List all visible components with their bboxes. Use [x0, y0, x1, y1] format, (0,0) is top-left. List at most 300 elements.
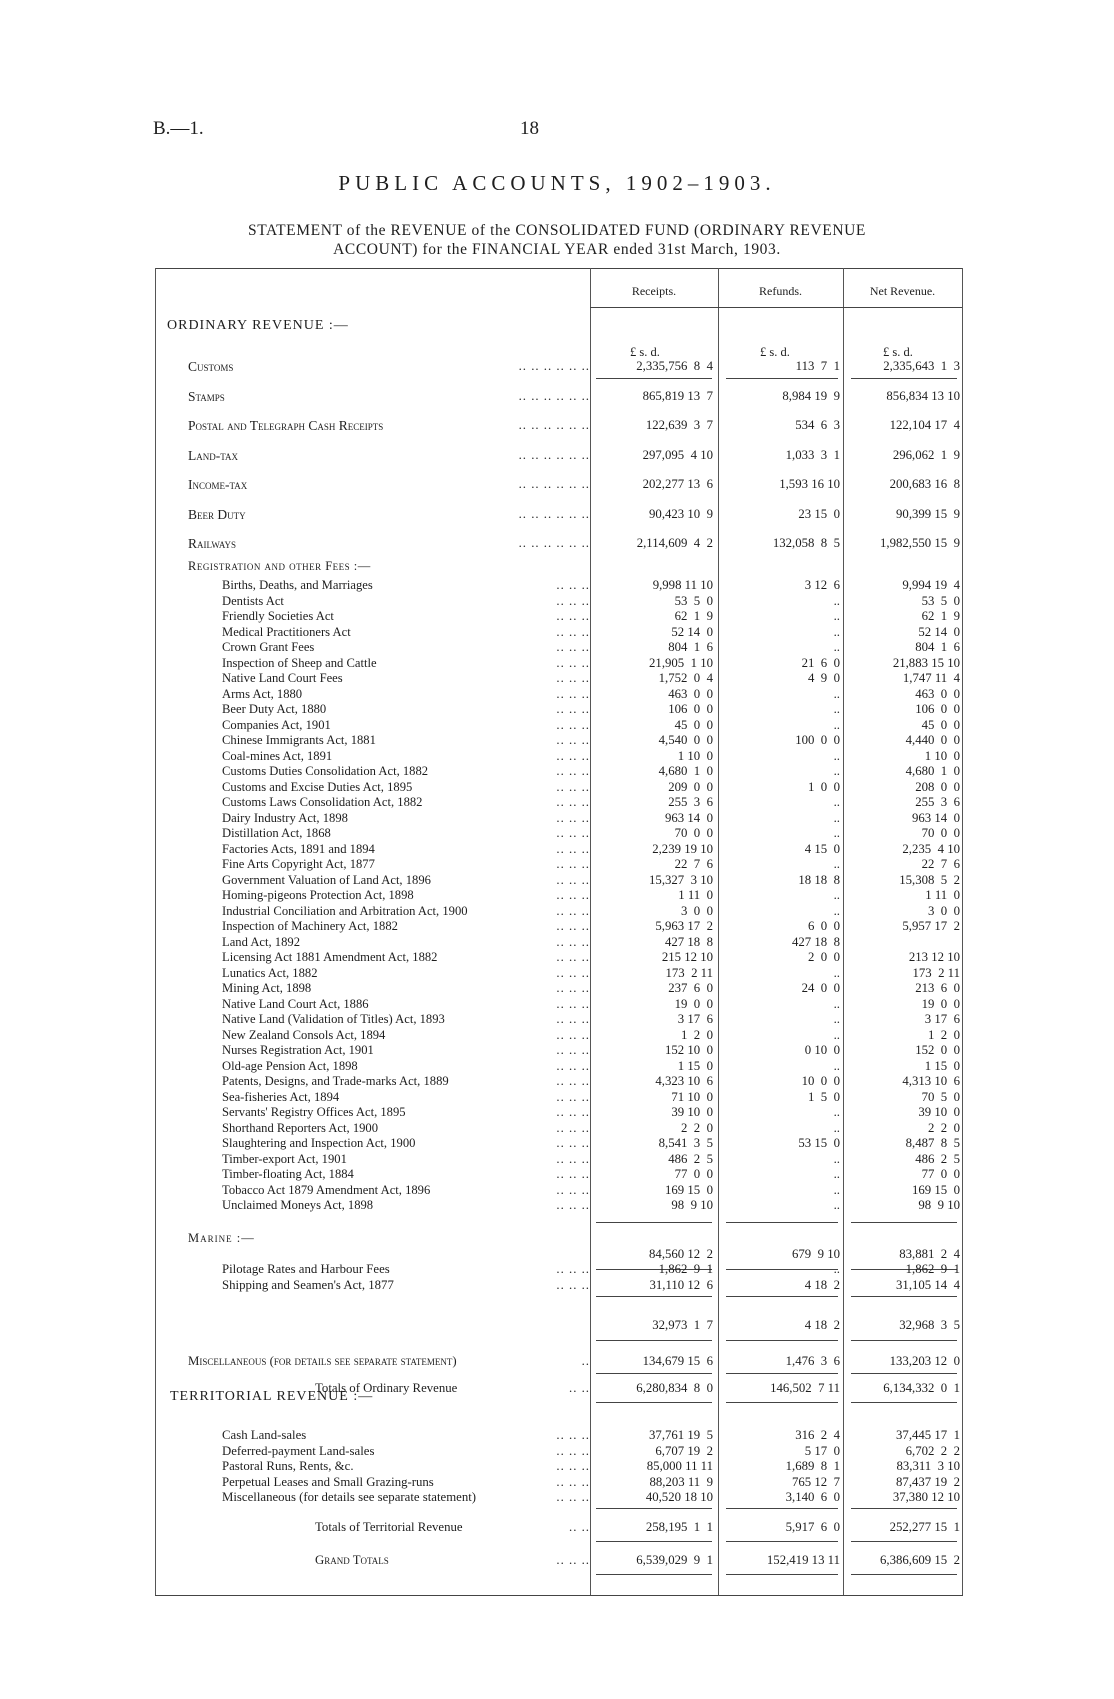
row-label: Shorthand Reporters Act, 1900 — [222, 1120, 379, 1135]
net-amount: 62 1 9 — [921, 609, 960, 623]
leader-dots: .. .. .. — [556, 686, 590, 701]
net-amount: 208 0 0 — [915, 779, 960, 794]
receipts-amount: 2,335,756 8 4 — [636, 359, 713, 373]
fee-row — [0, 1167, 1114, 1182]
net-amount: 255 3 6 — [915, 795, 960, 809]
leader-dots: .. .. .. — [556, 996, 590, 1011]
net-amount: 122,104 17 4 — [889, 418, 960, 432]
net-amount: 296,062 1 9 — [892, 448, 960, 462]
statement-heading-line-1: STATEMENT of the REVENUE of the CONSOLIDATED FUND (ORDINARY REVENUE — [247, 222, 866, 239]
fee-row — [0, 826, 1114, 841]
fee-row — [0, 1136, 1114, 1151]
row-label: Totals of Territorial Revenue — [315, 1520, 463, 1534]
net-amount: 1 10 0 — [924, 748, 960, 763]
net-amount: 2 2 0 — [928, 1120, 960, 1135]
refunds-amount: .. — [833, 764, 840, 778]
receipts-amount: 2,114,609 4 2 — [636, 536, 713, 550]
fee-row — [0, 1152, 1114, 1167]
fee-row — [0, 981, 1114, 996]
receipts-amount: 1 11 0 — [678, 888, 713, 902]
refunds-amount: 10 0 0 — [801, 1074, 840, 1088]
fee-row — [0, 625, 1114, 640]
net-amount: 70 0 0 — [921, 826, 960, 840]
row-label: Births, Deaths, and Marriages — [222, 578, 373, 592]
statement-heading-line-2: ACCOUNT) for the FINANCIAL YEAR ended 31st March, 1903. — [333, 241, 781, 258]
refunds-amount: 146,502 7 11 — [770, 1381, 840, 1395]
row-label: Pastoral Runs, Rents, &c. — [222, 1459, 354, 1473]
leader-dots: .. .. .. — [556, 1058, 590, 1073]
main-revenue-row — [0, 507, 1114, 522]
net-amount: 83,881 2 4 — [899, 1247, 960, 1261]
fee-row — [0, 795, 1114, 810]
row-label: Native Land Court Act, 1886 — [222, 996, 369, 1011]
fee-row — [0, 594, 1114, 609]
row-label: Companies Act, 1901 — [222, 717, 331, 732]
row-label: Cash Land-sales — [222, 1428, 307, 1442]
net-amount: 4,313 10 6 — [902, 1074, 960, 1088]
registration-fees-heading: Registration and other Fees :— — [188, 559, 371, 573]
receipts-amount: 4,680 1 0 — [658, 764, 713, 778]
receipts-amount: 4,540 0 0 — [658, 733, 713, 747]
row-label: Government Valuation of Land Act, 1896 — [222, 872, 431, 887]
leader-dots: .. .. .. .. .. .. — [518, 389, 590, 403]
main-revenue-row — [0, 389, 1114, 404]
leader-dots: .. .. .. — [556, 857, 590, 871]
refunds-amount: .. — [833, 1198, 840, 1212]
leader-dots: .. .. .. .. .. .. — [518, 507, 590, 521]
miscellaneous-row — [0, 1354, 1114, 1369]
net-amount: 6,386,609 15 2 — [880, 1553, 960, 1567]
receipts-amount: 963 14 0 — [665, 810, 713, 825]
row-rule — [726, 378, 838, 379]
receipts-amount: 71 10 0 — [671, 1089, 713, 1104]
fee-row — [0, 857, 1114, 872]
row-label: Sea-fisheries Act, 1894 — [222, 1089, 340, 1104]
leader-dots: .. .. .. — [556, 748, 590, 763]
ordinary-totals-row — [0, 1381, 1114, 1396]
row-label: Nurses Registration Act, 1901 — [222, 1043, 374, 1057]
marine-subtotal-row — [0, 1318, 1114, 1333]
refunds-amount: 2 0 0 — [808, 950, 840, 964]
fee-row — [0, 1074, 1114, 1089]
subtotal-rule — [726, 1402, 838, 1403]
net-amount: 45 0 0 — [921, 717, 960, 732]
leader-dots: .. .. .. .. .. .. — [518, 418, 590, 432]
refunds-amount: 8,984 19 9 — [782, 389, 840, 403]
fee-row — [0, 950, 1114, 965]
refunds-amount: 4 18 2 — [804, 1318, 840, 1332]
refunds-amount: 1 5 0 — [808, 1089, 840, 1104]
fee-row — [0, 733, 1114, 748]
refunds-amount: .. — [833, 1167, 840, 1181]
row-label: Medical Practitioners Act — [222, 624, 351, 639]
refunds-amount: 5 17 0 — [804, 1443, 840, 1458]
receipts-amount: 152 10 0 — [665, 1043, 713, 1057]
refunds-amount: .. — [833, 1182, 840, 1197]
fee-row — [0, 1121, 1114, 1136]
row-label: Fine Arts Copyright Act, 1877 — [222, 857, 375, 871]
fee-row — [0, 578, 1114, 593]
fee-row — [0, 702, 1114, 717]
row-rule — [596, 378, 712, 379]
refunds-amount: 4 9 0 — [808, 671, 840, 685]
refunds-amount: 427 18 8 — [792, 934, 840, 949]
receipts-amount: 53 5 0 — [674, 593, 713, 608]
refunds-amount: 1,476 3 6 — [785, 1354, 840, 1368]
refunds-amount: 534 6 3 — [795, 418, 840, 432]
net-amount: 70 5 0 — [921, 1089, 960, 1104]
refunds-amount: 132,058 8 5 — [772, 536, 840, 550]
receipts-amount: 2,239 19 10 — [652, 841, 713, 856]
refunds-amount: .. — [833, 965, 840, 980]
row-label: Old-age Pension Act, 1898 — [222, 1058, 358, 1073]
refunds-amount: .. — [833, 1151, 840, 1166]
net-amount: 3 17 6 — [924, 1012, 960, 1026]
subtotal-rule — [596, 1222, 712, 1223]
receipts-amount: 31,110 12 6 — [649, 1277, 713, 1292]
receipts-amount: 3 0 0 — [681, 903, 713, 918]
net-amount: 6,702 2 2 — [905, 1443, 960, 1458]
receipts-amount: 209 0 0 — [668, 779, 713, 794]
territorial-row — [0, 1475, 1114, 1490]
refunds-amount: 113 7 1 — [795, 359, 840, 373]
fee-row — [0, 1012, 1114, 1027]
fee-row — [0, 687, 1114, 702]
leader-dots: .. .. .. .. .. .. — [518, 448, 590, 462]
row-label: Customs Laws Consolidation Act, 1882 — [222, 795, 423, 809]
row-label: Totals of Ordinary Revenue — [315, 1381, 458, 1395]
leader-dots: .. .. .. — [556, 1553, 590, 1567]
refunds-amount: 1 0 0 — [808, 779, 840, 794]
leader-dots: .. .. .. — [556, 671, 590, 685]
marine-row — [0, 1278, 1114, 1293]
leader-dots: .. .. .. — [556, 888, 590, 902]
row-label: Patents, Designs, and Trade-marks Act, 1889 — [222, 1074, 449, 1088]
net-amount: 39 10 0 — [918, 1105, 960, 1119]
fee-row — [0, 718, 1114, 733]
net-amount: 1,862 9 1 — [905, 1262, 960, 1276]
receipts-amount: 237 6 0 — [668, 981, 713, 995]
net-amount: 5,957 17 2 — [902, 919, 960, 933]
net-amount: 8,487 8 5 — [905, 1136, 960, 1150]
net-amount: 1 2 0 — [928, 1027, 960, 1042]
net-amount: 87,437 19 2 — [896, 1474, 960, 1489]
fee-row — [0, 904, 1114, 919]
leader-dots: .. .. .. — [556, 578, 590, 592]
net-amount: 9,994 19 4 — [902, 578, 960, 592]
receipts-amount: 173 2 11 — [665, 965, 713, 980]
territorial-row — [0, 1490, 1114, 1505]
receipts-amount: 1 10 0 — [677, 748, 713, 763]
net-revenue-column-header: Net Revenue. — [869, 284, 936, 298]
leader-dots: .. .. .. — [556, 795, 590, 809]
row-label: Customs and Excise Duties Act, 1895 — [222, 779, 413, 794]
receipts-units: £ s. d. — [630, 345, 660, 359]
refunds-amount: 4 15 0 — [804, 841, 840, 856]
net-amount: 52 14 0 — [918, 624, 960, 639]
receipts-amount: 8,541 3 5 — [658, 1136, 713, 1150]
leader-dots: .. .. .. — [556, 702, 590, 716]
row-label: Industrial Conciliation and Arbitration Act, 1900 — [222, 903, 468, 918]
net-amount: 252,277 15 1 — [889, 1520, 960, 1534]
net-amount: 32,968 3 5 — [899, 1318, 960, 1332]
total-rule — [596, 1574, 712, 1575]
receipts-amount: 98 9 10 — [671, 1198, 713, 1212]
leader-dots: .. .. .. — [556, 919, 590, 933]
net-amount: 486 2 5 — [915, 1151, 960, 1166]
row-label: Land Act, 1892 — [222, 934, 300, 949]
net-amount: 4,440 0 0 — [905, 733, 960, 747]
leader-dots: .. .. .. — [556, 1474, 590, 1489]
refunds-amount: 23 15 0 — [798, 507, 840, 521]
row-label: Crown Grant Fees — [222, 640, 315, 654]
receipts-amount: 85,000 11 11 — [646, 1459, 713, 1473]
leader-dots: .. .. .. — [556, 965, 590, 980]
subtotal-rule — [726, 1296, 838, 1297]
receipts-amount: 3 17 6 — [677, 1012, 713, 1026]
fee-row — [0, 1090, 1114, 1105]
fee-row — [0, 966, 1114, 981]
receipts-amount: 486 2 5 — [668, 1151, 713, 1166]
net-amount: 1,747 11 4 — [902, 671, 960, 685]
page-title: PUBLIC ACCOUNTS, 1902–1903. — [338, 171, 776, 195]
leader-dots: .. .. .. — [556, 624, 590, 639]
refunds-amount: .. — [833, 903, 840, 918]
fee-row — [0, 888, 1114, 903]
receipts-amount: 62 1 9 — [674, 609, 713, 623]
main-revenue-row — [0, 536, 1114, 551]
receipts-amount: 77 0 0 — [674, 1167, 713, 1181]
row-label: Grand Totals — [315, 1553, 389, 1567]
receipts-amount: 40,520 18 10 — [645, 1490, 713, 1504]
receipts-amount: 9,998 11 10 — [652, 578, 713, 592]
receipts-amount: 4,323 10 6 — [655, 1074, 713, 1088]
row-label: Pilotage Rates and Harbour Fees — [222, 1262, 390, 1276]
net-amount: 963 14 0 — [912, 810, 960, 825]
net-amount: 169 15 0 — [912, 1182, 960, 1197]
total-rule — [851, 1574, 957, 1575]
fee-row — [0, 764, 1114, 779]
fee-row — [0, 1043, 1114, 1058]
net-amount: 1 15 0 — [924, 1058, 960, 1073]
receipts-amount: 1,752 0 4 — [658, 671, 713, 685]
refunds-amount: .. — [833, 686, 840, 701]
fee-row — [0, 997, 1114, 1012]
territorial-row — [0, 1444, 1114, 1459]
leader-dots: .. .. .. — [556, 1043, 590, 1057]
main-revenue-row — [0, 448, 1114, 463]
leader-dots: .. .. .. — [556, 841, 590, 856]
subtotal-rule — [596, 1296, 712, 1297]
refunds-amount: .. — [833, 826, 840, 840]
net-amount: 98 9 10 — [918, 1198, 960, 1212]
row-label: Railways — [188, 536, 237, 551]
refunds-amount: .. — [833, 795, 840, 809]
receipts-amount: 202,277 13 6 — [642, 477, 713, 491]
subtotal-rule — [726, 1508, 838, 1509]
receipts-amount: 2 2 0 — [681, 1120, 713, 1135]
leader-dots: .. .. .. — [556, 1089, 590, 1104]
leader-dots: .. .. .. — [556, 1105, 590, 1119]
net-amount: 22 7 6 — [921, 857, 960, 871]
leader-dots: .. .. .. .. .. .. — [518, 536, 590, 550]
fee-row — [0, 609, 1114, 624]
subtotal-rule — [851, 1508, 957, 1509]
row-label: Coal-mines Act, 1891 — [222, 748, 333, 763]
row-label: Unclaimed Moneys Act, 1898 — [222, 1198, 374, 1212]
leader-dots: .. .. .. .. .. .. — [518, 359, 590, 373]
leader-dots: .. .. — [569, 1520, 590, 1534]
receipts-amount: 169 15 0 — [665, 1182, 713, 1197]
leader-dots: .. .. .. — [556, 1074, 590, 1088]
main-revenue-row — [0, 418, 1114, 433]
net-amount: 106 0 0 — [915, 702, 960, 716]
net-amount: 213 6 0 — [915, 981, 960, 995]
refunds-amount: 765 12 7 — [792, 1474, 840, 1489]
refunds-amount: .. — [833, 810, 840, 825]
leader-dots: .. .. .. — [556, 593, 590, 608]
territorial-revenue-heading: TERRITORIAL REVENUE :— — [170, 1389, 374, 1404]
net-amount: 2,235 4 10 — [902, 841, 960, 856]
row-label: Postal and Telegraph Cash Receipts — [188, 418, 384, 433]
leader-dots: .. .. .. — [556, 1136, 590, 1150]
refunds-amount: .. — [833, 1262, 840, 1276]
row-rule — [851, 378, 957, 379]
leader-dots: .. .. .. — [556, 640, 590, 654]
net-amount: 3 0 0 — [928, 903, 960, 918]
header-rule — [590, 307, 962, 308]
row-label: Mining Act, 1898 — [222, 981, 312, 995]
row-label: Dairy Industry Act, 1898 — [222, 810, 348, 825]
fee-row — [0, 811, 1114, 826]
refunds-amount: 24 0 0 — [801, 981, 840, 995]
refunds-amount: 21 6 0 — [801, 655, 840, 670]
leader-dots: .. .. .. — [556, 1012, 590, 1026]
fee-row — [0, 1183, 1114, 1198]
row-label: Native Land (Validation of Titles) Act, 1893 — [222, 1012, 445, 1026]
subtotal-rule — [851, 1296, 957, 1297]
total-rule — [726, 1574, 838, 1575]
refunds-amount: .. — [833, 609, 840, 623]
leader-dots: .. .. — [569, 1381, 590, 1395]
row-label: Land-tax — [188, 448, 239, 463]
refunds-amount: .. — [833, 1027, 840, 1042]
row-label: Lunatics Act, 1882 — [222, 965, 318, 980]
subtotal-rule — [726, 1541, 838, 1542]
leader-dots: .. .. .. — [556, 981, 590, 995]
refunds-amount: .. — [833, 702, 840, 716]
refunds-amount: .. — [833, 996, 840, 1011]
fee-row — [0, 935, 1114, 950]
net-amount: 200,683 16 8 — [889, 477, 960, 491]
receipts-amount: 39 10 0 — [671, 1105, 713, 1119]
receipts-amount: 134,679 15 6 — [642, 1354, 713, 1368]
receipts-amount: 297,095 4 10 — [642, 448, 713, 462]
row-label: Miscellaneous (for details see separate statement) — [188, 1354, 457, 1368]
net-amount: 1 11 0 — [925, 888, 960, 902]
net-amount: 2,335,643 1 3 — [883, 359, 960, 373]
leader-dots: .. — [581, 1354, 590, 1368]
leader-dots: .. .. .. — [556, 1167, 590, 1181]
row-label: Slaughtering and Inspection Act, 1900 — [222, 1136, 416, 1150]
leader-dots: .. .. .. — [556, 609, 590, 623]
refunds-column-header: Refunds. — [759, 284, 802, 298]
receipts-amount: 258,195 1 1 — [645, 1520, 713, 1534]
fee-row — [0, 1059, 1114, 1074]
receipts-amount: 6,280,834 8 0 — [636, 1381, 713, 1395]
receipts-amount: 6,707 19 2 — [655, 1443, 713, 1458]
receipts-amount: 15,327 3 10 — [649, 872, 713, 887]
refunds-amount: .. — [833, 1012, 840, 1026]
refunds-amount: .. — [833, 624, 840, 639]
refunds-amount: .. — [833, 640, 840, 654]
refunds-amount: 4 18 2 — [804, 1277, 840, 1292]
subtotal-rule — [596, 1402, 712, 1403]
receipts-amount: 1 15 0 — [677, 1058, 713, 1073]
leader-dots: .. .. .. — [556, 1151, 590, 1166]
row-label: Arms Act, 1880 — [222, 686, 303, 701]
refunds-amount: 152,419 13 11 — [766, 1553, 840, 1567]
row-label: Beer Duty — [188, 507, 246, 522]
row-label: Stamps — [188, 389, 225, 404]
fee-row — [0, 1105, 1114, 1120]
refunds-amount: 3,140 6 0 — [785, 1490, 840, 1504]
net-amount: 77 0 0 — [921, 1167, 960, 1181]
fee-row — [0, 842, 1114, 857]
net-amount: 6,134,332 0 1 — [883, 1381, 960, 1395]
leader-dots: .. .. .. — [556, 1120, 590, 1135]
row-label: Licensing Act 1881 Amendment Act, 1882 — [222, 950, 438, 964]
row-label: Friendly Societies Act — [222, 609, 334, 623]
net-amount: 173 2 11 — [912, 965, 960, 980]
row-label: Factories Acts, 1891 and 1894 — [222, 841, 375, 856]
net-amount: 53 5 0 — [921, 593, 960, 608]
leader-dots: .. .. .. — [556, 1428, 590, 1442]
fee-row — [0, 1028, 1114, 1043]
receipts-amount: 1 2 0 — [681, 1027, 713, 1042]
receipts-amount: 1,862 9 1 — [658, 1262, 713, 1276]
subtotal-rule — [596, 1373, 712, 1374]
row-label: Perpetual Leases and Small Grazing-runs — [222, 1474, 434, 1489]
leader-dots: .. .. .. — [556, 903, 590, 918]
subtotal-rule — [726, 1222, 838, 1223]
net-amount: 4,680 1 0 — [905, 764, 960, 778]
refunds-amount: .. — [833, 857, 840, 871]
leader-dots: .. .. .. — [556, 872, 590, 887]
refunds-amount: 1,033 3 1 — [785, 448, 840, 462]
subtotal-rule — [596, 1508, 712, 1509]
receipts-amount: 6,539,029 9 1 — [636, 1553, 713, 1567]
table-top-rule — [155, 268, 963, 269]
receipts-amount: 106 0 0 — [668, 702, 713, 716]
receipts-amount: 32,973 1 7 — [652, 1318, 713, 1332]
leader-dots: .. .. .. — [556, 717, 590, 732]
receipts-amount: 427 18 8 — [665, 934, 713, 949]
net-amount: 37,445 17 1 — [896, 1428, 960, 1442]
refunds-amount: 6 0 0 — [808, 919, 840, 933]
marine-row — [0, 1262, 1114, 1277]
row-label: Homing-pigeons Protection Act, 1898 — [222, 888, 414, 902]
refunds-amount: 1,593 16 10 — [779, 477, 840, 491]
ordinary-revenue-heading: ORDINARY REVENUE :— — [167, 318, 349, 333]
leader-dots: .. .. .. — [556, 810, 590, 825]
net-amount: 19 0 0 — [921, 996, 960, 1011]
fee-row — [0, 640, 1114, 655]
main-revenue-row — [0, 359, 1114, 374]
leader-dots: .. .. .. — [556, 1459, 590, 1473]
subtotal-rule — [851, 1541, 957, 1542]
refunds-amount: 1,689 8 1 — [785, 1459, 840, 1473]
